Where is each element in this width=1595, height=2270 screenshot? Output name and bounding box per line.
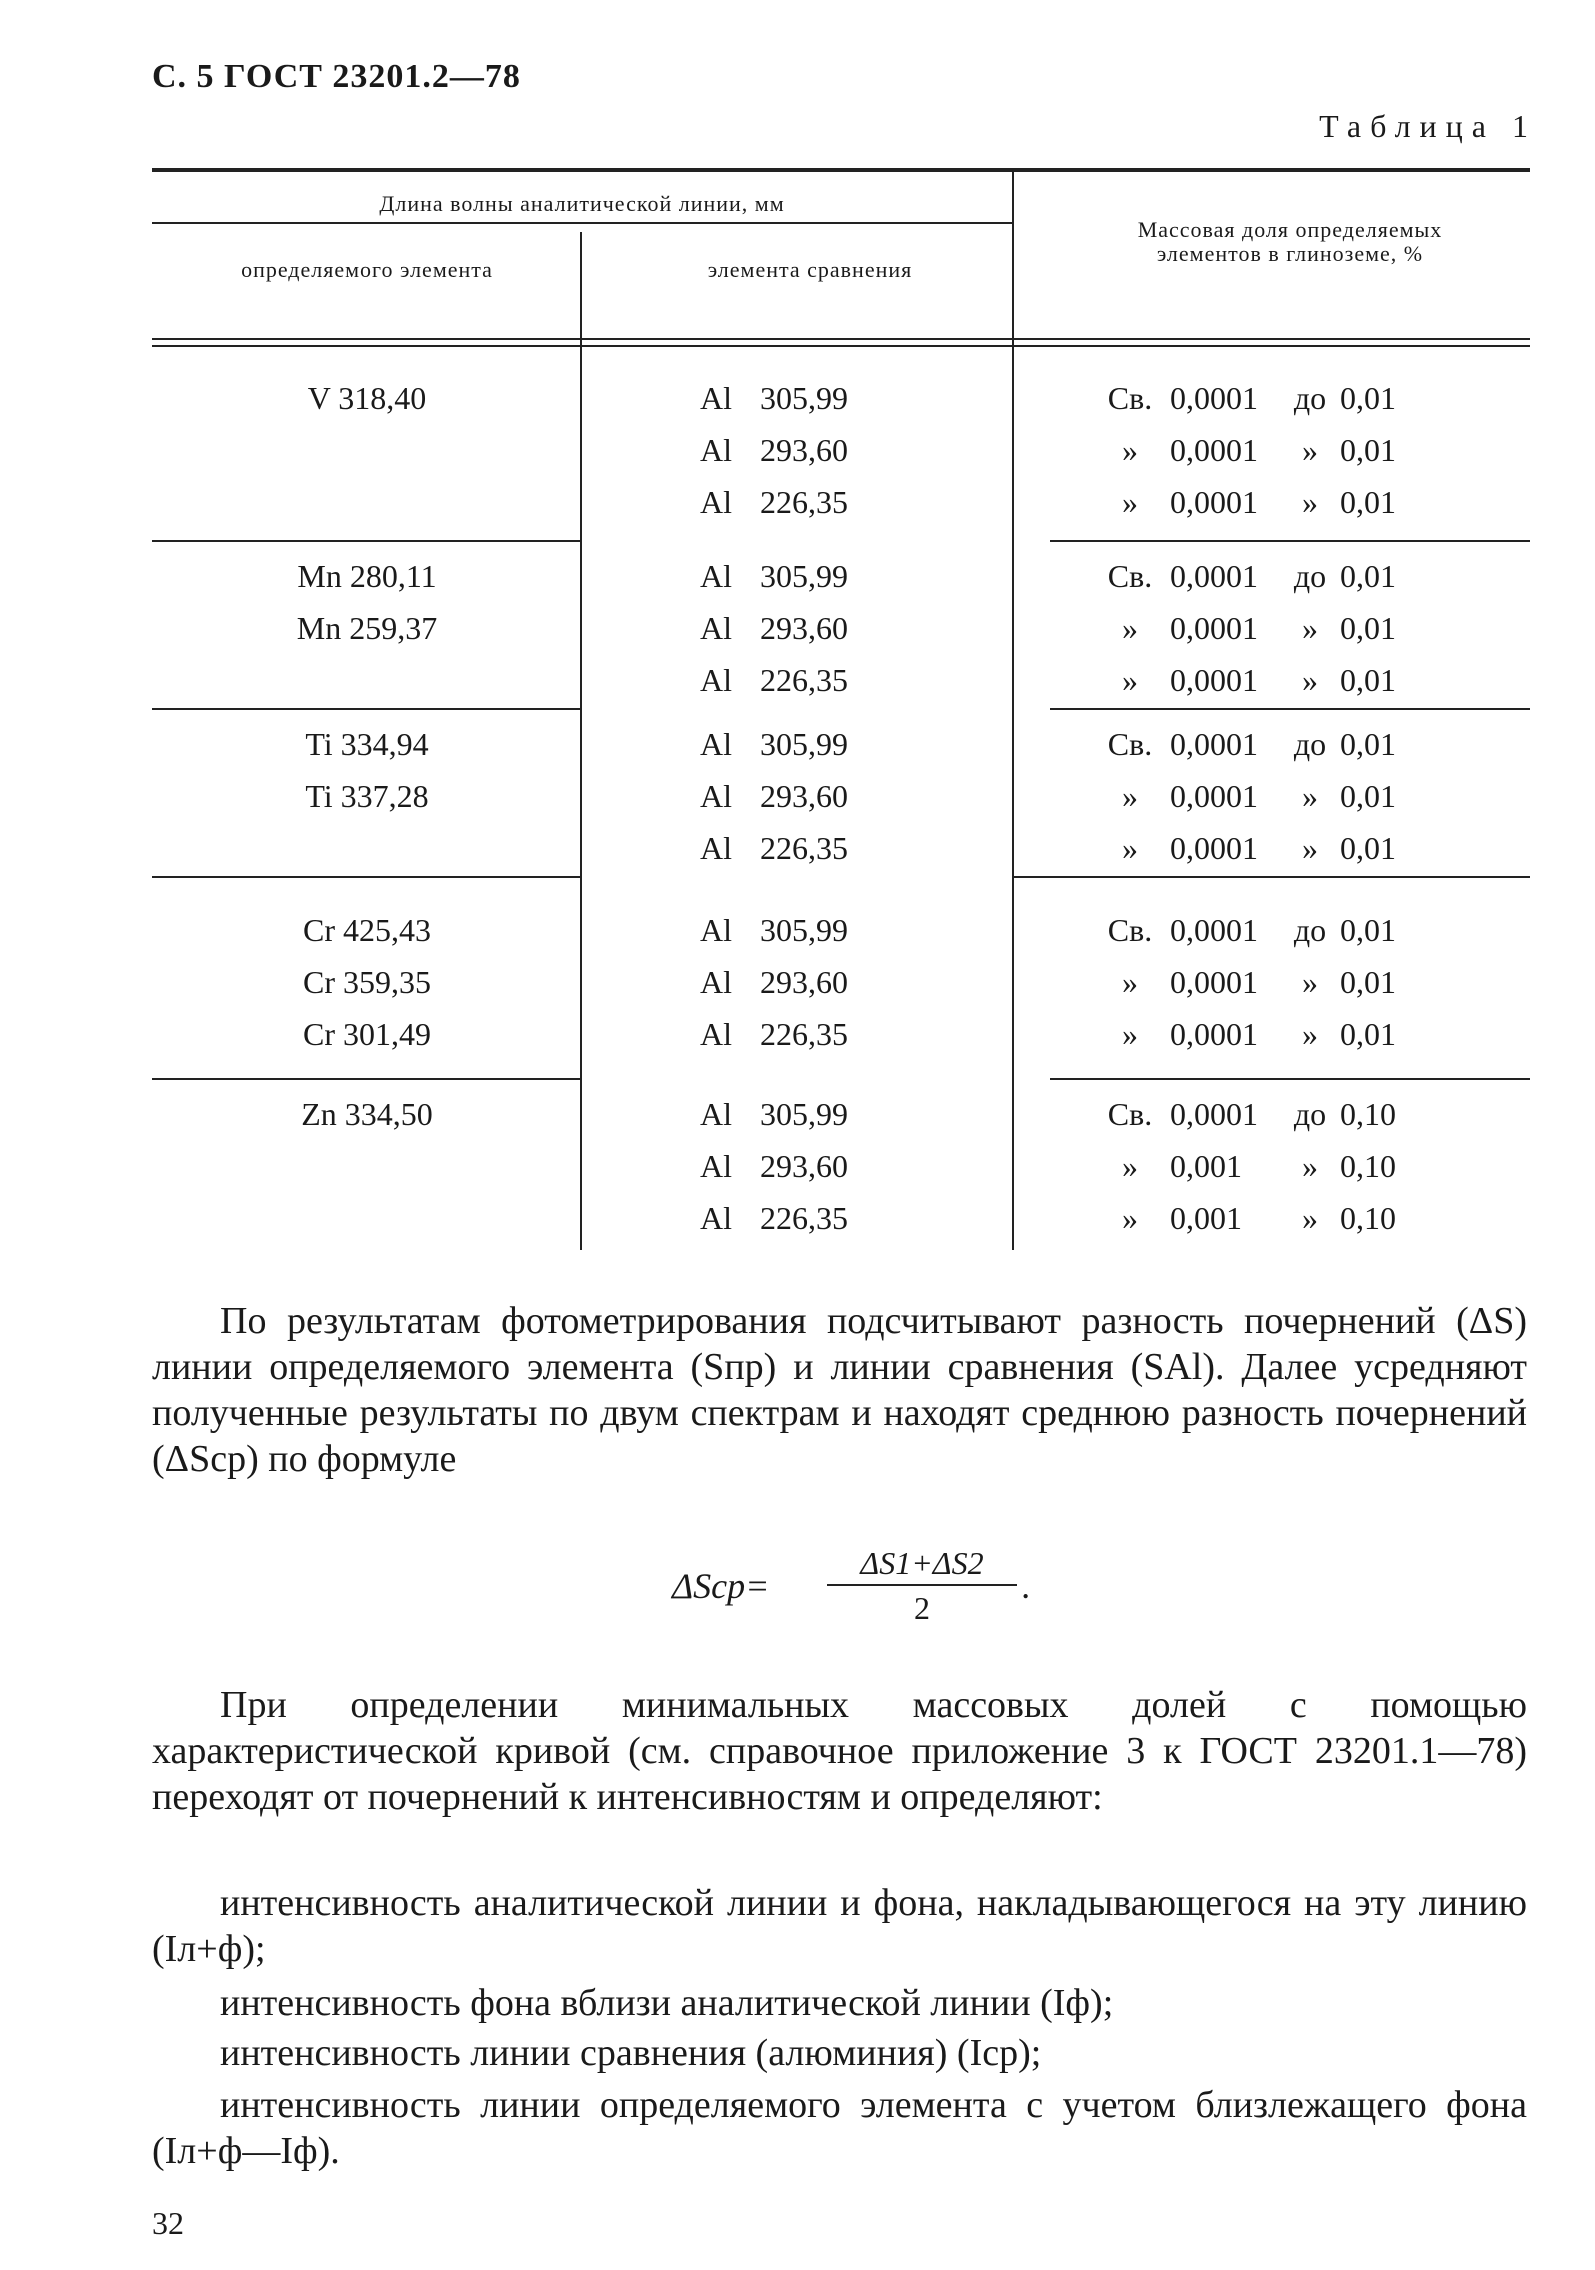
document-header: С. 5 ГОСТ 23201.2—78 bbox=[152, 58, 521, 95]
reference-line: Al 305,99 bbox=[700, 1096, 848, 1132]
col-header-reference: элемента сравнения bbox=[707, 257, 913, 282]
mass-range: » 0,0001 » 0,01 bbox=[1122, 778, 1396, 814]
group-header: Длина волны аналитической линии, мм bbox=[379, 191, 785, 216]
mass-range: » 0,0001 » 0,01 bbox=[1122, 964, 1396, 1000]
paragraph-photometry: По результатам фотометрирования подсчитывают разность почернений (ΔS) линии определяемого элемента (Sпр) и линии сравнения (SAl). Далее усредняют полученные результаты по двум спектрам и находят среднюю разность почернений (ΔSср) по формуле bbox=[152, 1300, 1527, 1480]
determined-element: Cr 359,35 bbox=[303, 964, 431, 1000]
col-header-mass-fraction: Массовая доля определяемых элементов в глиноземе, % bbox=[1137, 217, 1443, 266]
reference-line: Al 226,35 bbox=[700, 662, 848, 698]
group-separator bbox=[152, 1078, 580, 1080]
mass-range: » 0,001 » 0,10 bbox=[1122, 1200, 1396, 1236]
mass-range: Св. 0,0001 до 0,01 bbox=[1107, 726, 1396, 762]
group-header-rule bbox=[152, 222, 1012, 224]
reference-line: Al 293,60 bbox=[700, 610, 848, 646]
reference-line: Al 305,99 bbox=[700, 380, 848, 416]
group-separator bbox=[1050, 708, 1530, 710]
formula-denominator: 2 bbox=[914, 1590, 930, 1626]
mass-range: » 0,0001 » 0,01 bbox=[1122, 610, 1396, 646]
formula-lhs: ΔSср= bbox=[672, 1566, 770, 1606]
mass-range: Св. 0,0001 до 0,01 bbox=[1107, 380, 1396, 416]
paragraph-intensity-element: интенсивность линии определяемого элемента с учетом близлежащего фона (Iл+ф—Iф). bbox=[152, 2084, 1527, 2172]
reference-line: Al 305,99 bbox=[700, 726, 848, 762]
mass-range: » 0,0001 » 0,01 bbox=[1122, 1016, 1396, 1052]
paragraph-intensity-reference: интенсивность линии сравнения (алюминия) (Iср); bbox=[220, 2032, 1042, 2074]
reference-line: Al 305,99 bbox=[700, 912, 848, 948]
reference-line: Al 293,60 bbox=[700, 432, 848, 468]
group-separator bbox=[152, 876, 580, 878]
reference-line: Al 293,60 bbox=[700, 778, 848, 814]
determined-element: Zn 334,50 bbox=[301, 1096, 433, 1132]
determined-element: Mn 280,11 bbox=[297, 558, 437, 594]
reference-line: Al 226,35 bbox=[700, 484, 848, 520]
reference-line: Al 293,60 bbox=[700, 1148, 848, 1184]
determined-element: Ti 334,94 bbox=[305, 726, 429, 762]
reference-line: Al 226,35 bbox=[700, 1016, 848, 1052]
group-separator bbox=[1050, 540, 1530, 542]
table-top-rule bbox=[152, 168, 1530, 172]
paragraph-intensity-background: интенсивность фона вблизи аналитической линии (Iф); bbox=[220, 1982, 1114, 2024]
table-caption: Таблица 1 bbox=[1319, 108, 1537, 144]
formula-fraction bbox=[827, 1545, 1017, 1627]
col-divider-2 bbox=[1012, 172, 1014, 1250]
page-number: 32 bbox=[152, 2205, 184, 2241]
mass-range: Св. 0,0001 до 0,01 bbox=[1107, 912, 1396, 948]
mass-range: » 0,0001 » 0,01 bbox=[1122, 432, 1396, 468]
determined-element: V 318,40 bbox=[307, 380, 427, 416]
col-header-determined: определяемого элемента bbox=[241, 257, 493, 282]
mass-range: » 0,0001 » 0,01 bbox=[1122, 662, 1396, 698]
reference-line: Al 293,60 bbox=[700, 964, 848, 1000]
reference-line: Al 305,99 bbox=[700, 558, 848, 594]
determined-element: Cr 425,43 bbox=[303, 912, 431, 948]
group-separator bbox=[1050, 1078, 1530, 1080]
mass-range: Св. 0,0001 до 0,01 bbox=[1107, 558, 1396, 594]
reference-line: Al 226,35 bbox=[700, 830, 848, 866]
determined-element: Cr 301,49 bbox=[303, 1016, 431, 1052]
formula-numerator: ΔS1+ΔS2 bbox=[827, 1545, 1017, 1586]
group-separator bbox=[152, 540, 580, 542]
header-bottom-rule-2 bbox=[152, 345, 1530, 347]
mass-range: » 0,0001 » 0,01 bbox=[1122, 830, 1396, 866]
mass-range: » 0,001 » 0,10 bbox=[1122, 1148, 1396, 1184]
group-separator bbox=[152, 708, 580, 710]
determined-element: Ti 337,28 bbox=[305, 778, 429, 814]
paragraph-intensity-line-background: интенсивность аналитической линии и фона, накладывающегося на эту линию (Iл+ф); bbox=[152, 1882, 1527, 1970]
reference-line: Al 226,35 bbox=[700, 1200, 848, 1236]
determined-element: Mn 259,37 bbox=[296, 610, 438, 646]
paragraph-characteristic-curve: При определении минимальных массовых долей с помощью характеристической кривой (см. справочное приложение 3 к ГОСТ 23201.1—78) переходят от почернений к интенсивностям и определяют: bbox=[152, 1684, 1527, 1818]
formula-end: . bbox=[1022, 1566, 1031, 1606]
header-bottom-rule bbox=[152, 338, 1530, 340]
mass-range: Св. 0,0001 до 0,10 bbox=[1107, 1096, 1396, 1132]
group-separator bbox=[1012, 876, 1530, 878]
mass-range: » 0,0001 » 0,01 bbox=[1122, 484, 1396, 520]
